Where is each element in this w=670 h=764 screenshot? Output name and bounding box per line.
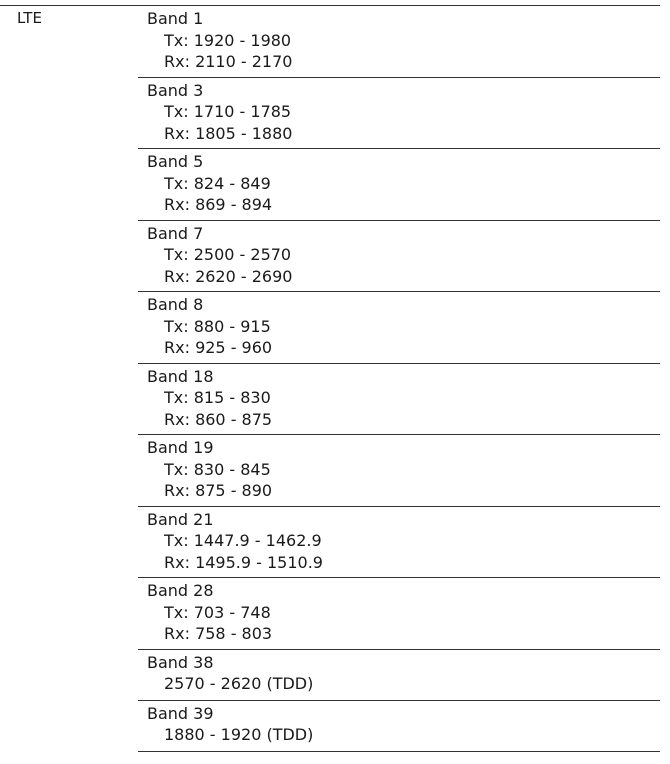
band-row	[138, 364, 660, 436]
band-row	[138, 435, 660, 507]
band-frequency-range: Rx: 1495.9 - 1510.9	[164, 552, 323, 572]
band-name: Band 38	[147, 652, 214, 672]
band-frequency-range: Tx: 880 - 915	[164, 316, 271, 336]
band-frequency-range: Rx: 1805 - 1880	[164, 123, 293, 143]
band-row	[138, 292, 660, 364]
band-name: Band 7	[147, 223, 204, 243]
band-name: Band 18	[147, 366, 214, 386]
band-row	[138, 149, 660, 221]
band-name: Band 8	[147, 295, 204, 314]
band-row	[138, 6, 660, 78]
band-frequency-range: Tx: 2500 - 2570	[164, 245, 292, 264]
band-frequency-range: 2570 - 2620 (TDD)	[164, 674, 314, 693]
band-row	[138, 701, 660, 752]
band-name: Band 39	[147, 703, 214, 723]
band-frequency-range: Rx: 860 - 875	[164, 409, 273, 429]
band-frequency-range: Tx: 1920 - 1980	[164, 30, 292, 50]
band-frequency-range: Rx: 758 - 803	[164, 624, 273, 643]
band-name: Band 1	[147, 9, 204, 28]
band-row	[138, 578, 660, 650]
band-row	[138, 221, 660, 293]
band-row	[138, 507, 660, 579]
band-frequency-range: Rx: 2110 - 2170	[164, 52, 293, 71]
band-name: Band 21	[147, 509, 214, 529]
band-list	[138, 6, 660, 752]
band-frequency-range: Tx: 824 - 849	[164, 173, 271, 193]
technology-label: LTE	[17, 9, 42, 27]
band-frequency-range: 1880 - 1920 (TDD)	[164, 725, 314, 744]
band-row	[138, 78, 660, 150]
band-name: Band 28	[147, 581, 214, 600]
band-frequency-range: Tx: 703 - 748	[164, 602, 271, 622]
band-frequency-range: Rx: 925 - 960	[164, 338, 273, 357]
band-frequency-range: Rx: 869 - 894	[164, 195, 273, 214]
band-frequency-range: Rx: 2620 - 2690	[164, 266, 293, 286]
band-frequency-range: Tx: 1710 - 1785	[164, 102, 292, 121]
band-frequency-range: Tx: 830 - 845	[164, 459, 271, 479]
band-frequency-range: Tx: 1447.9 - 1462.9	[164, 531, 322, 550]
band-frequency-range: Rx: 875 - 890	[164, 481, 273, 500]
band-name: Band 5	[147, 152, 204, 171]
band-row	[138, 650, 660, 701]
band-name: Band 3	[147, 80, 204, 100]
band-name: Band 19	[147, 438, 214, 457]
band-frequency-range: Tx: 815 - 830	[164, 388, 271, 407]
